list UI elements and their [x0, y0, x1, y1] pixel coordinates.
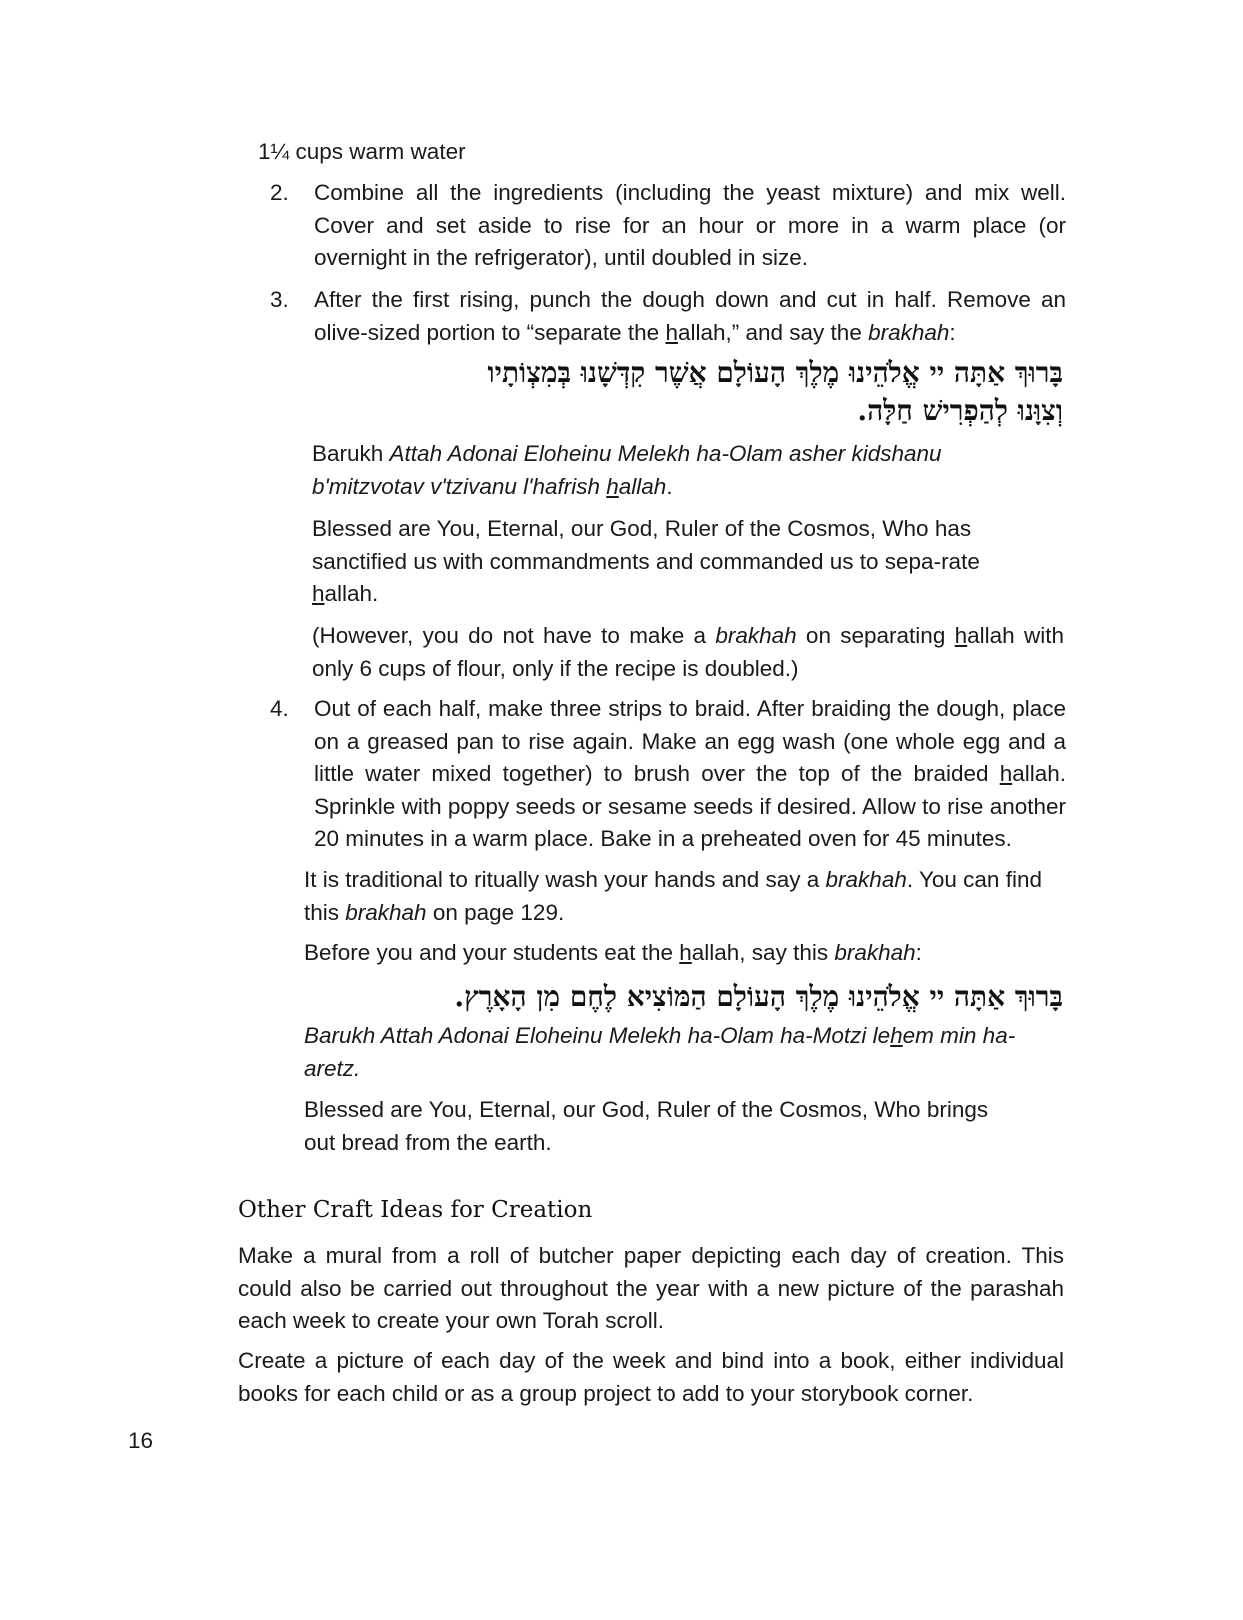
underlined-letter: h	[312, 581, 325, 606]
before-eating-note	[304, 937, 1066, 970]
transliteration	[312, 438, 972, 503]
text: allah. Sprinkle with poppy seeds or sesame seeds if desired. Allow to rise another 20 minutes in a warm place. Bake in a preheated oven for 45 minutes.	[314, 761, 1066, 851]
text: allah.	[324, 581, 379, 606]
page-number: 16	[128, 1428, 154, 1453]
text: It is traditional to ritually wash your hands and say a	[304, 867, 826, 892]
section-heading: Other Craft Ideas for Creation	[238, 1197, 593, 1223]
text: allah	[618, 473, 667, 499]
section-paragraph: Create a picture of each day of the week and bind into a book, either individual books for each child or as a group project to add to your storybook corner.	[238, 1348, 1064, 1406]
text: allah,” and say the	[677, 319, 869, 345]
text: Barukh Attah Adonai Eloheinu Melekh ha-Olam ha-Motzi le	[304, 1023, 891, 1048]
text: Attah Adonai Eloheinu Melekh ha-Olam asher kidshanu b'mitzvotav v'tzivanu l'hafrish	[312, 441, 942, 499]
step-text	[314, 284, 1066, 349]
text: After the first rising, punch the dough down and cut in half. Remove an olive-sized portion to “separate the	[314, 287, 1066, 345]
step-text	[314, 693, 1066, 856]
motzi-translation: Blessed are You, Eternal, our God, Ruler of the Cosmos, Who brings out bread from the earth.	[304, 1097, 989, 1155]
underlined-letter: h	[665, 319, 678, 345]
text: :	[949, 319, 956, 345]
hebrew-blessing-line-1: בָּרוּךְ אַתָּה יי אֱלֹהֵינוּ מֶלֶךְ הָעוֹלָם אֲשֶׁר קִדְּשָׁנוּ בְּמִצְוֹתָיו	[487, 356, 1063, 389]
underlined-letter: h	[890, 1023, 903, 1048]
step-text: Combine all the ingredients (including the yeast mixture) and mix well. Cover and set aside to rise for an hour or more in a warm place (or overnight in the refrigerator), until doubled in size.	[314, 180, 1066, 270]
term-brakhah: brakhah	[868, 319, 950, 345]
step-number: 3.	[270, 287, 289, 312]
text: .	[666, 473, 673, 499]
note	[312, 620, 1064, 685]
ingredient-line: 1¼ cups warm water	[258, 139, 466, 164]
underlined-letter: h	[954, 623, 968, 648]
text: (However, you do not have to make a	[312, 623, 716, 648]
term-brakhah: brakhah	[345, 899, 427, 925]
step-2	[270, 177, 1066, 275]
section-paragraph: Make a mural from a roll of butcher paper depicting each day of creation. This could also be carried out throughout the year with a new picture of the parashah each week to create your own Torah scroll.	[238, 1243, 1064, 1333]
step-number: 2.	[270, 180, 289, 205]
hebrew-blessing-line-2: וְצִוָּנוּ לְהַפְרִישׁ חַלָּה.	[857, 394, 1063, 427]
text: . You can find this	[304, 867, 1042, 925]
translation	[312, 513, 982, 611]
term-brakhah: brakhah	[825, 867, 907, 892]
text: allah, say this	[691, 940, 835, 965]
text: Before you and your students eat the	[304, 940, 680, 965]
text: Blessed are You, Eternal, our God, Ruler of the Cosmos, Who has sanctified us with commandments and commanded us to sepa-rate	[312, 516, 980, 574]
wash-note	[304, 864, 1066, 929]
hebrew-motzi-blessing: בָּרוּךְ אַתָּה יי אֱלֹהֵינוּ מֶלֶךְ הָעוֹלָם הַמּוֹצִיא לֶחֶם מִן הָאָרֶץ.	[454, 980, 1063, 1013]
underlined-letter: h	[679, 940, 692, 965]
text: :	[915, 940, 922, 965]
underlined-letter: h	[606, 473, 619, 499]
text: Barukh	[312, 441, 390, 466]
text: on page 129.	[426, 899, 565, 925]
text: em min ha-aretz.	[304, 1023, 1016, 1081]
step-number: 4.	[270, 696, 289, 721]
step-4	[270, 693, 1066, 856]
term-brakhah: brakhah	[834, 940, 916, 965]
text: on separating	[796, 623, 955, 648]
motzi-transliteration	[304, 1020, 1024, 1085]
step-3	[270, 284, 1066, 349]
text: allah with only 6 cups of flour, only if the recipe is doubled.)	[312, 623, 1065, 681]
text: Out of each half, make three strips to braid. After braiding the dough, place on a greased pan to rise again. Make an egg wash (one whole egg and a little water mixed together) to brush over the top of the braided	[314, 696, 1066, 786]
underlined-letter: h	[999, 761, 1013, 786]
term-brakhah: brakhah	[715, 623, 797, 648]
